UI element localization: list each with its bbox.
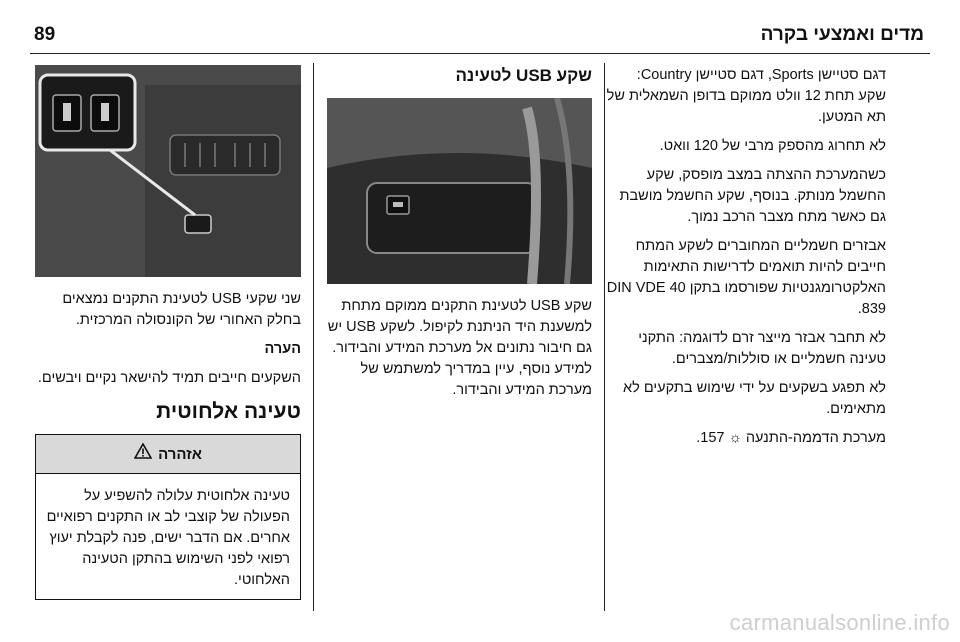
paragraph: לא תחבר אבזר מייצר זרם לדוגמה: התקני טעינה חשמליים או סוללות/מצברים. [638, 330, 886, 367]
paragraph: דגם סטיישן Sports, דגם סטיישן Country: שקע תחת 12 וולט ממוקם בדופן השמאלית של תא המטען. [606, 67, 886, 125]
page-number: 89 [34, 24, 56, 45]
warning-header [36, 435, 300, 474]
note-heading: הערה [264, 341, 301, 357]
cross-reference: מערכת הדממה-התנעה ☼ 157. [696, 430, 886, 446]
warning-box [35, 434, 301, 600]
middle-column [327, 65, 592, 409]
watermark: carmanualsonline.info [729, 610, 950, 635]
column-divider [604, 63, 605, 611]
paragraph: שקע USB לטעינת התקנים ממוקם מתחת למשענת היד הניתנת לקיפול. לשקע USB יש גם חיבור נתונים אל מערכת המידע והבידור. למידע נוסף, עיין במדריך למשתמש של מערכת המידע והבידור. [327, 298, 592, 398]
right-column [606, 65, 886, 457]
running-title: מדים ואמצעי בקרה [760, 24, 924, 45]
paragraph: שני שקעי USB לטעינת התקנים נמצאים בחלק האחורי של הקונסולה המרכזית. [62, 291, 301, 328]
left-column [35, 65, 301, 600]
section-heading: שקע USB לטעינה [455, 66, 592, 85]
warning-label: אזהרה [158, 445, 202, 463]
column-divider [313, 63, 314, 611]
usb-socket-photo [327, 98, 592, 284]
paragraph: לא תפגע בשקעים על ידי שימוש בתקעים לא מתאימים. [623, 380, 886, 417]
paragraph: אבזרים חשמליים המחוברים לשקע המתח חייבים להיות תואמים לדרישות התאימות האלקטרומגנטיות שפורסמו בתקן DIN VDE 40 839. [606, 238, 886, 317]
rear-console-usb-photo [35, 65, 301, 277]
note-text: השקעים חייבים תמיד להישאר נקיים ויבשים. [37, 370, 301, 386]
page-header [30, 0, 930, 54]
paragraph: לא תחרוג מהספק מרבי של 120 וואט. [659, 138, 886, 154]
section-heading: טעינה אלחוטית [156, 400, 301, 423]
warning-triangle-icon [134, 443, 152, 465]
warning-text: טעינה אלחוטית עלולה להשפיע על הפעולה של קוצבי לב או התקנים רפואיים אחרים. אם הדבר ישים, פנה לקבלת יעוץ רפואי לפני השימוש בהתקן הטעינה האלחוטי. [46, 488, 290, 588]
paragraph: כשהמערכת ההצתה במצב מופסק, שקע החשמל מנותק. בנוסף, שקע החשמל מושבת גם כאשר מתח מצבר הרכב נמוך. [619, 167, 886, 225]
header-rule [30, 53, 930, 54]
